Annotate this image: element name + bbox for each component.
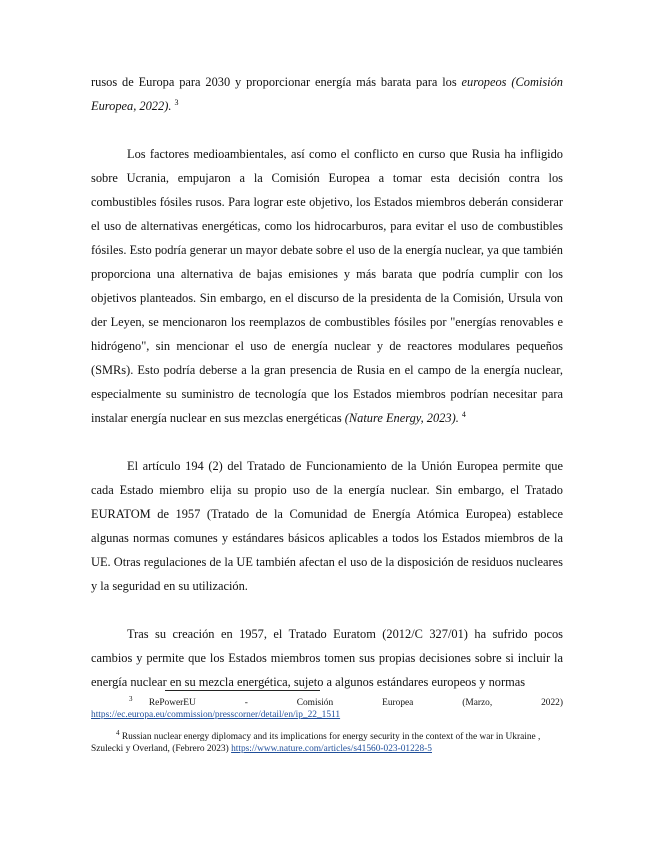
- paragraph-article-194: El artículo 194 (2) del Tratado de Funcionamiento de la Unión Europea permite que cada Estado miembro elija su propio uso de la energía nuclear. Sin embargo, el Tratado EURATOM de 1957 (Tratado de la Comunidad de Energía Atómica Europea) establece algunas normas comunes y estándares básicos aplicables a todos los Estados miembros de la UE. Otras regulaciones de la UE también afectan el uso de la disposición de residuos nucleares y la seguridad en su utilización.: [91, 459, 563, 593]
- footnote-ref-4[interactable]: 4: [461, 409, 466, 419]
- footnote-3-link[interactable]: https://ec.europa.eu/commission/presscorner/detail/en/ip_22_1511: [91, 710, 341, 720]
- paragraph-environment: [91, 142, 563, 430]
- body-text: [91, 70, 563, 718]
- paragraph-continuation: [91, 70, 563, 118]
- footnote-number: 4: [116, 728, 120, 737]
- footnote-4-link[interactable]: https://www.nature.com/articles/s41560-023-01228-5: [231, 744, 432, 754]
- footnote-separator: [165, 690, 320, 691]
- paragraph-text: Los factores medioambientales, así como el conflicto en curso que Rusia ha infligido sobre Ucrania, empujaron a la Comisión Europea a tomar esta decisión contra los combustibles fósiles rusos. Para lograr este objetivo, los Estados miembros deberán considerar el uso de alternativas energéticas, como los hidrocarburos, para evitar el uso de combustibles fósiles. Esto podría generar un mayor debate sobre el uso de la energía nuclear, ya que también proporciona una alternativa de bajas emisiones y más barata que podría cumplir con los objetivos planteados. Sin embargo, en el discurso de la presidenta de la Comisión, Ursula von der Leyen, se mencionaron los reemplazos de combustibles fósiles por "energías renovables e hidrógeno", sin mencionar el uso de energía nuclear y de reactores modulares pequeños (SMRs). Esto podría deberse a la gran presencia de Rusia en el campo de la energía nuclear, especialmente su suministro de tecnología que los Estados miembros podrían necesitar para instalar energía nuclear en sus mezclas energéticas: [91, 147, 563, 425]
- footnotes: [91, 694, 563, 765]
- footnote-number: 3: [129, 694, 133, 703]
- footnote-3-title: [129, 694, 196, 709]
- footnote-4-text: Russian nuclear energy diplomacy and its implications for energy security in the context of the war in Ukraine , Szulecki y Overland, (Febrero 2023): [91, 732, 541, 754]
- footnote-source: Comisión: [296, 698, 334, 708]
- footnote-3: [91, 694, 563, 721]
- citation: europeos (Comisión Europea, 2022).: [91, 75, 563, 113]
- footnote-date: (Marzo,: [462, 698, 493, 708]
- footnote-title: RePowerEU: [148, 698, 196, 708]
- footnote-4: [91, 728, 563, 755]
- citation: (Nature Energy, 2023).: [344, 411, 459, 425]
- footnote-source-2: Europea: [382, 698, 414, 708]
- paragraph-euratom: Tras su creación en 1957, el Tratado Euratom (2012/C 327/01) ha sufrido pocos cambios y permite que los Estados miembros tomen sus propias decisiones sobre si incluir la energía nuclear en su mezcla energética, sujeto a algunos estándares europeos y normas: [91, 627, 563, 689]
- footnote-ref-3[interactable]: 3: [174, 97, 179, 107]
- footnote-dash: -: [244, 698, 248, 708]
- paragraph-text: rusos de Europa para 2030 y proporcionar energía más barata para los: [91, 75, 462, 89]
- footnote-year: 2022): [541, 698, 563, 708]
